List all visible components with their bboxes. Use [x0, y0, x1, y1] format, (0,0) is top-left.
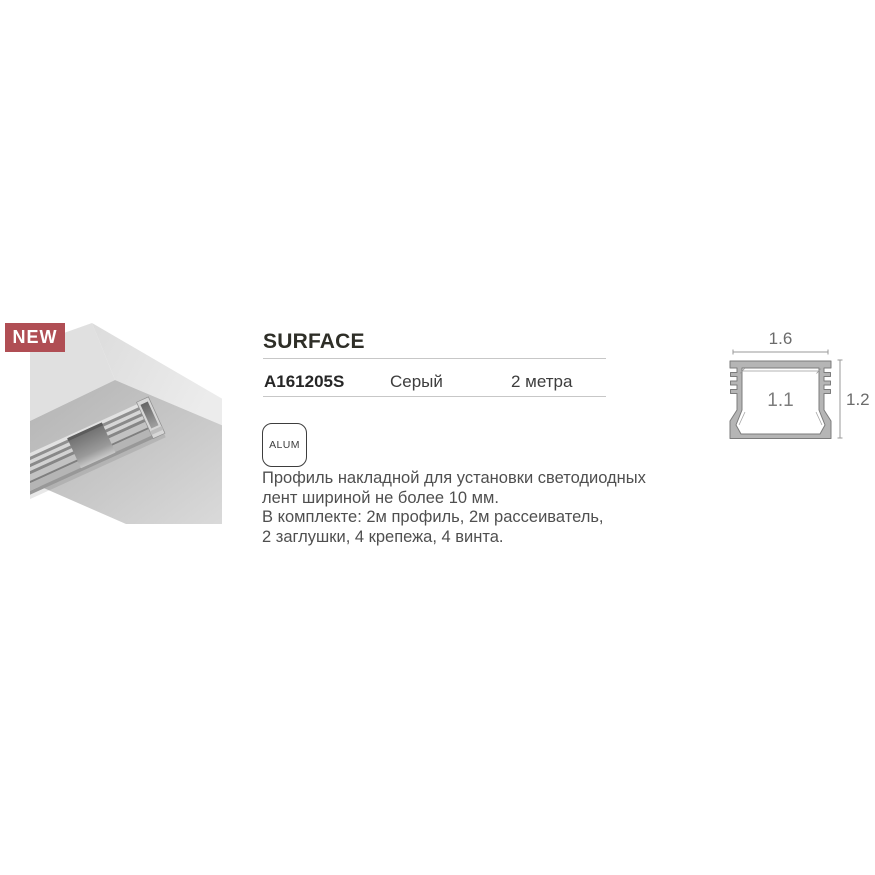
description-line: лент шириной не более 10 мм.	[262, 488, 499, 507]
product-photo	[30, 323, 222, 524]
width-dimension-line	[733, 350, 828, 355]
height-dimension-label: 1.2	[846, 390, 870, 409]
height-dimension-line	[838, 360, 843, 438]
width-dimension-label: 1.6	[768, 329, 793, 348]
description-line: 2 заглушки, 4 крепежа, 4 винта.	[262, 527, 504, 546]
product-color: Серый	[390, 372, 443, 391]
inner-width-dimension-line	[740, 369, 821, 374]
product-length: 2 метра	[511, 372, 573, 391]
description-line: Профиль накладной для установки светодиодных	[262, 469, 646, 487]
product-sku: A161205S	[264, 372, 345, 391]
description-line: В комплекте: 2м профиль, 2м рассеиватель,	[262, 508, 604, 526]
product-description	[262, 469, 657, 547]
spec-row	[263, 372, 606, 392]
profile-cross-section	[730, 361, 831, 439]
separator-line	[263, 396, 606, 397]
product-title: SURFACE	[263, 330, 365, 353]
separator-line	[263, 358, 606, 359]
inner-width-dimension-label: 1.1	[767, 390, 794, 411]
new-badge	[5, 323, 65, 352]
material-badge	[262, 423, 307, 467]
new-badge-label: NEW	[12, 327, 58, 347]
material-badge-label: ALUM	[269, 439, 300, 451]
cross-section-drawing	[715, 320, 875, 455]
